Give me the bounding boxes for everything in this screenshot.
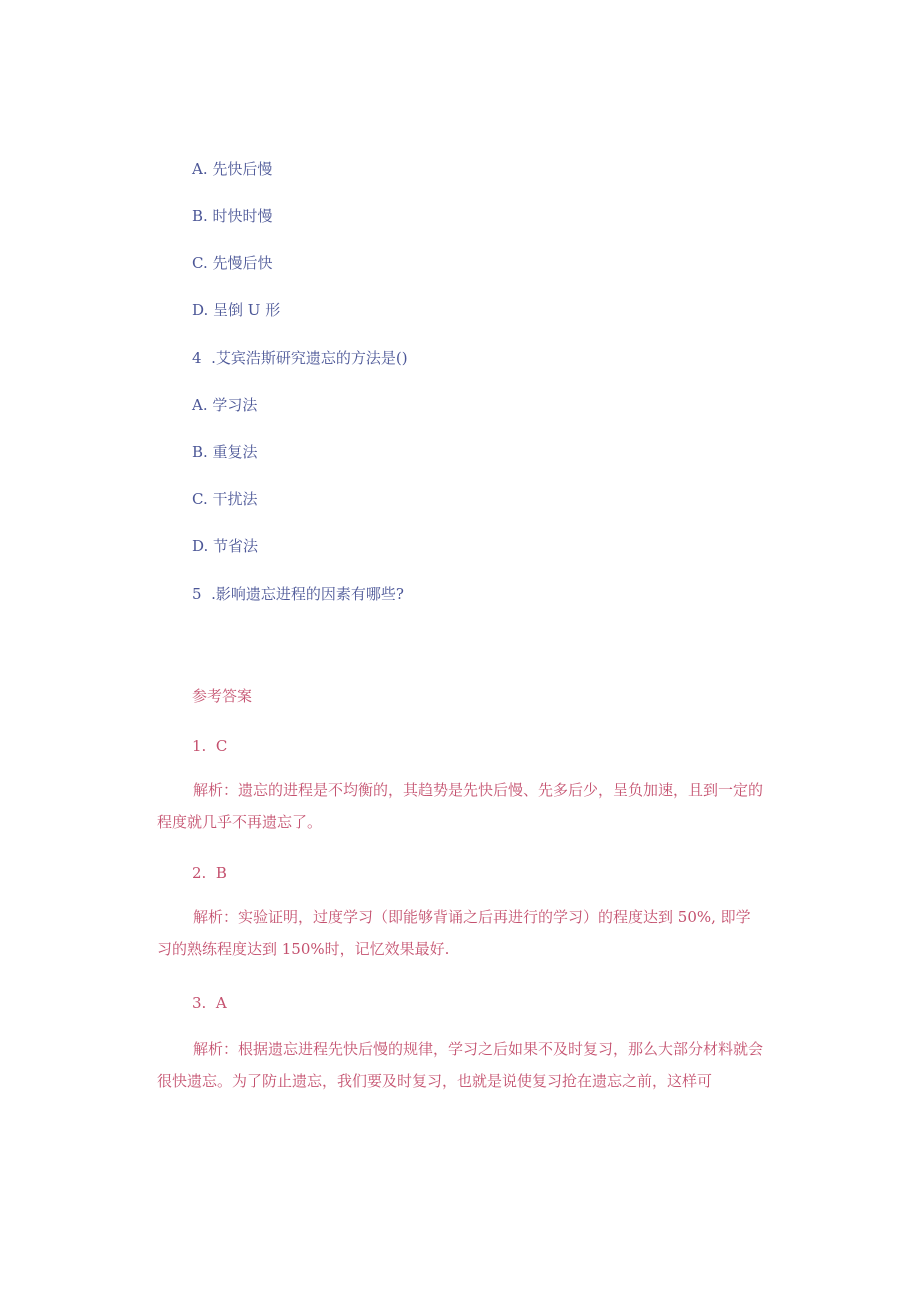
answer-1-analysis: 解析：遗忘的进程是不均衡的，其趋势是先快后慢、先多后少，呈负加速，且到一定的程度就几乎不再遗忘了。 [157, 781, 764, 831]
answer-3-analysis: 解析：根据遗忘进程先快后慢的规律，学习之后如果不及时复习，那么大部分材料就会很快遗忘。为了防止遗忘，我们要及时复习，也就是说使复习抢在遗忘之前，这样可 [157, 1040, 764, 1090]
q4-option-c: C. 干扰法 [192, 490, 258, 508]
q5-question: 5 .影响遗忘进程的因素有哪些? [192, 585, 404, 603]
answers-heading: 参考答案 [192, 687, 253, 705]
q3-option-b: B. 时快时慢 [192, 207, 273, 225]
q4-option-d: D. 节省法 [192, 537, 259, 555]
q4-question: 4 .艾宾浩斯研究遗忘的方法是() [192, 349, 408, 367]
answer-1-key: 1. C [192, 737, 228, 755]
answer-2-key: 2. B [192, 864, 227, 882]
q3-option-d: D. 呈倒 U 形 [192, 301, 281, 319]
answer-2-analysis: 解析：实验证明，过度学习（即能够背诵之后再进行的学习）的程度达到 50%, 即学习的熟练程度达到 150%时，记忆效果最好. [157, 908, 751, 958]
q3-option-c: C. 先慢后快 [192, 254, 273, 272]
q3-option-a: A. 先快后慢 [192, 160, 273, 178]
answer-3-key: 3. A [192, 994, 227, 1012]
q4-option-b: B. 重复法 [192, 443, 258, 461]
q4-option-a: A. 学习法 [192, 396, 258, 414]
